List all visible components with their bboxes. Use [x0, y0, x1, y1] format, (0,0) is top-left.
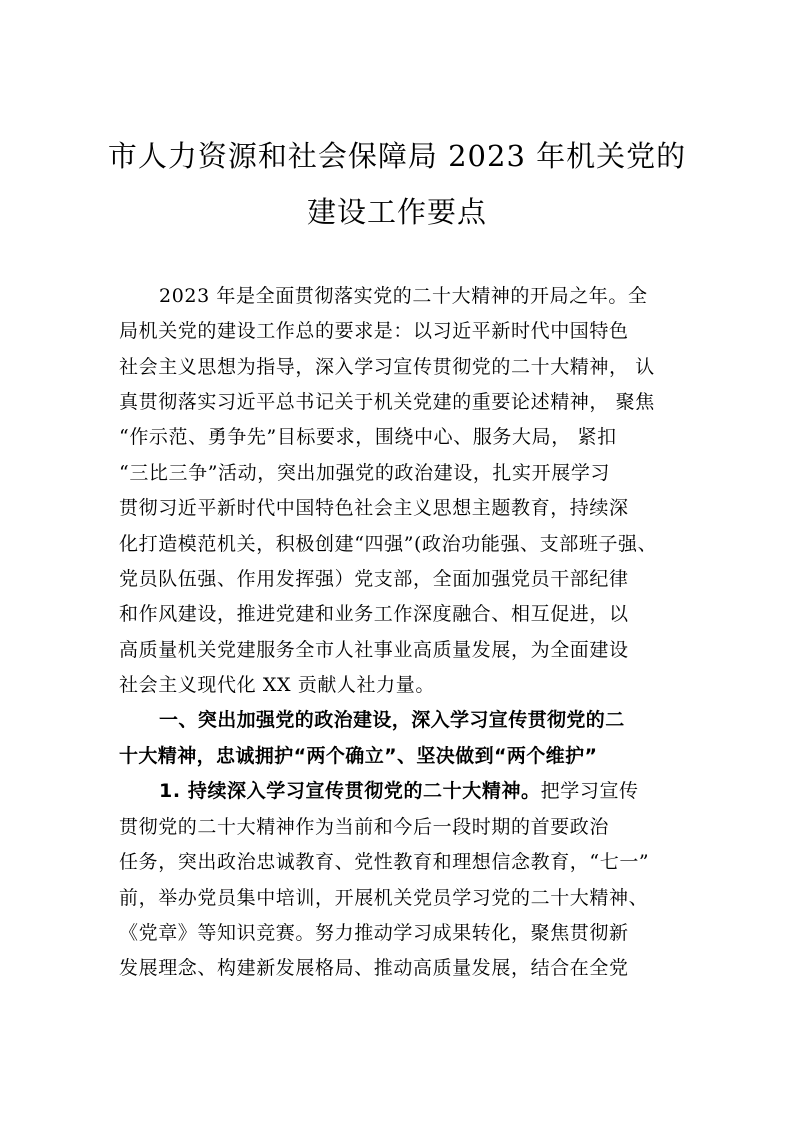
section-heading-line1: 一、突出加强党的政治建设，深入学习宣传贯彻党的二 [159, 709, 625, 731]
paragraph-line: 贯彻党的二十大精神作为当前和今后一段时期的首要政治 [119, 816, 610, 838]
paragraph-line: 和作风建设，推进党建和业务工作深度融合、相互促进，以 [119, 603, 629, 625]
item-first-line [159, 779, 639, 803]
paragraph-line: 2023 年是全面贯彻落实党的二十大精神的开局之年。全 [159, 285, 648, 307]
paragraph-line: 贯彻习近平新时代中国特色社会主义思想主题教育，持续深 [119, 497, 629, 519]
paragraph-line: 社会主义思想为指导，深入学习宣传贯彻党的二十大精神， 认 [119, 356, 655, 378]
paragraph-line: “三比三争”活动，突出加强党的政治建设，扎实开展学习 [119, 462, 611, 484]
document-title-line2: 建设工作要点 [306, 195, 487, 229]
paragraph-line: 《党章》等知识竞赛。努力推动学习成果转化，聚焦贯彻新 [119, 922, 629, 944]
paragraph-line: 高质量机关党建服务全市人社事业高质量发展，为全面建设 [119, 639, 629, 661]
paragraph-line: “作示范、勇争先”目标要求，围绕中心、服务大局， 紧扣 [119, 426, 617, 448]
document-title-line1: 市人力资源和社会保障局 2023 年机关党的 [107, 139, 687, 173]
item-lead-rest: 把学习宣传 [540, 780, 639, 802]
paragraph-line: 前，举办党员集中培训，开展机关党员学习党的二十大精神、 [119, 887, 649, 909]
paragraph-line: 化打造模范机关，积极创建“四强”(政治功能强、支部班子强、 [119, 533, 658, 555]
item-lead: 1. 持续深入学习宣传贯彻党的二十大精神。 [159, 780, 541, 802]
paragraph-line: 局机关党的建设工作总的要求是：以习近平新时代中国特色 [119, 320, 629, 342]
section-heading-line2: 十大精神，忠诚拥护“两个确立”、坚决做到“两个维护” [119, 745, 598, 767]
paragraph-line: 任务，突出政治忠诚教育、党性教育和理想信念教育，“七一” [119, 851, 650, 873]
paragraph-line: 真贯彻落实习近平总书记关于机关党建的重要论述精神， 聚焦 [119, 391, 655, 413]
paragraph-line: 党员队伍强、作用发挥强）党支部，全面加强党员干部纪律 [119, 568, 629, 590]
paragraph-line: 社会主义现代化 XX 贡献人社力量。 [119, 674, 435, 696]
paragraph-line: 发展理念、构建新发展格局、推动高质量发展，结合在全党 [119, 957, 629, 979]
